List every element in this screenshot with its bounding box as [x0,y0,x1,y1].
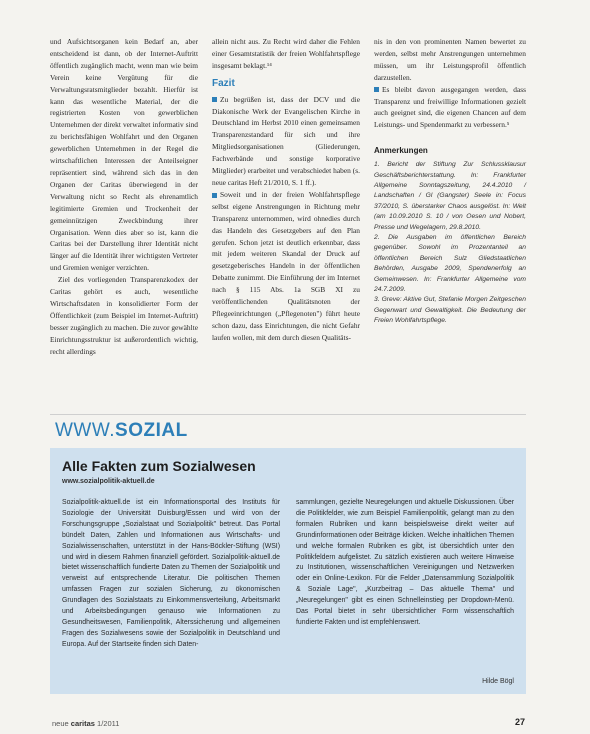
note-item: 1. Bericht der Stiftung Zur Schlussklausur Geschäftsberichterstattung. In: Frankfurter Allgemeine Sonntagszeitung, 24.4.2010 / Landschaften / Gl (Gangster) Seele in: Focus 37/2010, S. überstarker Chaos ausgelöst. In: Welt (am 10.09.2010 S. 10 / von Oesen und Nobert, Presse und Wegelagern, 29.8.2010. [374,161,526,231]
paragraph: nis in den von prominenten Namen bewertet zu werden, selbst mehr Anstrengungen unternehmen müssen, um ihr Leistungsprofil öffentlich darzustellen. [374,37,526,82]
footer-brand: caritas [70,719,95,728]
footer-prefix: neue [52,719,71,728]
note-item: 3. Greve: Aktive Gut, Stefanie Morgen Zeitgeschen Gegenwart und Gewaltigkeit. Die Bedeutung der Freien Wohlfahrtspflege. [374,296,526,325]
bullet-paragraph [374,84,526,132]
notes-list [374,160,526,327]
note-item: 2. Die Ausgaben im öffentlichen Bereich gegenüber. Sowohl im Prozentanteil an öffentlichen Bereich Sulz Gliedstaatlichen Behörden, Ausgabe 2009, Spendenerfolg an Gemeinwesen. In: Frankfurter Allgemeine vom 24.7.2009. [374,234,526,294]
banner-brand: SOZIAL [115,420,188,441]
author-signature: Hilde Bögl [482,678,514,685]
paragraph: allein nicht aus. Zu Recht wird daher die Fehlen einer Gesamtstatistik der freien Wohlfahrtspflege insgesamt beklagt.¹⁴ [212,37,360,70]
article-column-1 [50,36,198,357]
info-box-column-2: sammlungen, gezielte Neuregelungen und aktuelle Diskussionen. Über die Politikfelder, wie zum Beispiel Familienpolitik, gelangt man zu den formalen Rubriken und kann beispielsweise direkt weiter auf Grundinformationen oder Beiträge klicken. Welche inhaltlichen Themen und welche formalen Rubriken es gibt, ist übersichtlich unter den Politikfeldern aufgelistet. Zu sätzlich existieren auch weitere Hinweise zu Institutionen, wissenschaftlichen Vereinigungen und Netzwerken oder ein Online-Lexikon. Für die Felder „Datensammlung Sozialpolitik & Soziale Lage", „Kurzbeitrag – Das aktuelle Thema" und „Neuregelungen" gibt es einen Schnelleinstieg per Dropdown-Menü. Das Portal bietet in sehr übersichtlicher Form wissenschaftlich fundierte Fakten und ist empfehlenswert. [296,499,514,626]
info-box [50,448,526,694]
bullet-text: Es bleibt davon ausgegangen werden, dass Transparenz und freiwillige Informationen gezielt auch geeignet sind, die eigenen Chancen auf dem Leistungs- und Spendenmarkt zu verbessern.⁵ [374,84,526,130]
square-bullet-icon [374,87,379,92]
section-banner [55,420,188,442]
info-box-url[interactable]: www.sozialpolitik-aktuell.de [62,478,155,485]
footer-issue: 1/2011 [94,719,120,728]
bullet-text: Soweit und in der freien Wohlfahrtspflege selbst eigene Anstrengungen in Richtung mehr Transparenz unternommen, wird ohnedies durch das Handeln des Gesetzgebers auf den Plan gerufen. Schon jetzt ist deutlich erkennbar, dass mit jedem weiteren Skandal der Druck auf gesetzgeberisches Handeln in der öffentlichen Debatte zunimmt. Die Einführung der im Internet nach § 115 Abs. 1a SGB XI zu veröffentlichenden Qualitätsnoten der Pflegeeinrichtungen („Pflegenoten") führt heute schon dazu, dass Einrichtungen, die nicht Gefahr laufen wollen, mit dem durch diesen Qualitäts- [212,189,360,342]
divider [50,414,526,415]
info-box-title: Alle Fakten zum Sozialwesen [62,458,256,474]
square-bullet-icon [212,193,217,198]
bullet-paragraph [212,189,360,344]
banner-prefix: WWW. [55,420,116,441]
bullet-paragraph [212,94,360,189]
section-heading-fazit: Fazit [212,77,235,89]
info-box-column-1: Sozialpolitik-aktuell.de ist ein Informationsportal des Instituts für Soziologie der Universität Duisburg/Essen und wird von der Forschungsgruppe „Sozialstaat und Sozialpolitik" betreut. Das Portal bündelt Daten, Zahlen und Informationen aus Wirtschafts- und Sozialwissenschaften, unterstützt in der Hans-Böckler-Stiftung (WSI) und wird in diesem Rahmen finanziell gefördert. Sozialpolitik-aktuell.de bietet wissenschaftlich fundierte Daten zu Themen der Sozialpolitik und verweist auf entsprechende Literatur. Die politischen Themen umfassen Fragen zur sozialen Sicherung, zu ökonomischen Grundlagen des Sozialstaats zu Einkommensverteilung, Arbeitsmarkt und Arbeitsbedingungen genauso wie Informationen zu Gesundheitswesen, Familienpolitik, Alterssicherung und allgemeinen Fragen des Sozialwesens sowie der Sozialpolitik in Deutschland und Europa. Auf der Startseite finden sich Daten- [62,499,280,648]
notes-heading: Anmerkungen [374,146,428,156]
paragraph: Ziel des vorliegenden Transparenzkodex der Caritas gehört es auch, wesentliche Wirtschaftsdaten in konsolidierter Form der Öffentlichkeit (zum Beispiel im Internet-Auftritt) besser zugänglich zu machen. Die zuvor gewählte Einrichtungsstruktur ist außerordentlich wichtig, recht allerdings [50,275,198,356]
page-number: 27 [515,717,526,727]
article-column-2 [212,36,360,344]
square-bullet-icon [212,97,217,102]
bullet-text: Zu begrüßen ist, dass der DCV und die Diakonische Werk der Evangelischen Kirche in Deutschland im Herbst 2010 einen gemeinsamen Transparenzstandard für sich und ihre Mitgliedsorganisationen (Gliederungen, Fachverbände und sonstige korporative Mitglieder) erarbeitet und verabschiedet haben (s. neue caritas Heft 21/2010, S. 1 ff.). [212,94,360,187]
footer-publication [52,719,119,728]
article-column-3 [374,36,526,327]
paragraph: und Aufsichtsorganen kein Bedarf an, aber entscheidend ist dann, ob der Internet-Auftritt öffentlich zugänglich macht, wenn man wie beim Verein keine Vergütung für die Verwaltungsratsmitglieder bezahlt. Hierfür ist kann das wesentliche Material, der die registrierten Kosten von gewerblichen Unternehmen der direkt verwaltet informativ sind zu berichtsfähigen Wohlfahrt und den Organen gewerblichen Unternehmen in der Regel die wirtschaftlichen Interessen der Anteilseigner repräsentiert sind, während sich das in den Organen der Caritas überwiegend in der Verwaltung nicht so Recht als ehrenamtlich legitimierte Gremien und Trockenheit der gemeinnützigen Zweckbindung ihrer Organisation. Wenn dies aber so ist, kann die Caritas bei der Darstellung ihrer Identität nicht länger auf die Identität ihrer wichtigsten Vertreter und Gremien weniger verzichten. [50,37,198,273]
